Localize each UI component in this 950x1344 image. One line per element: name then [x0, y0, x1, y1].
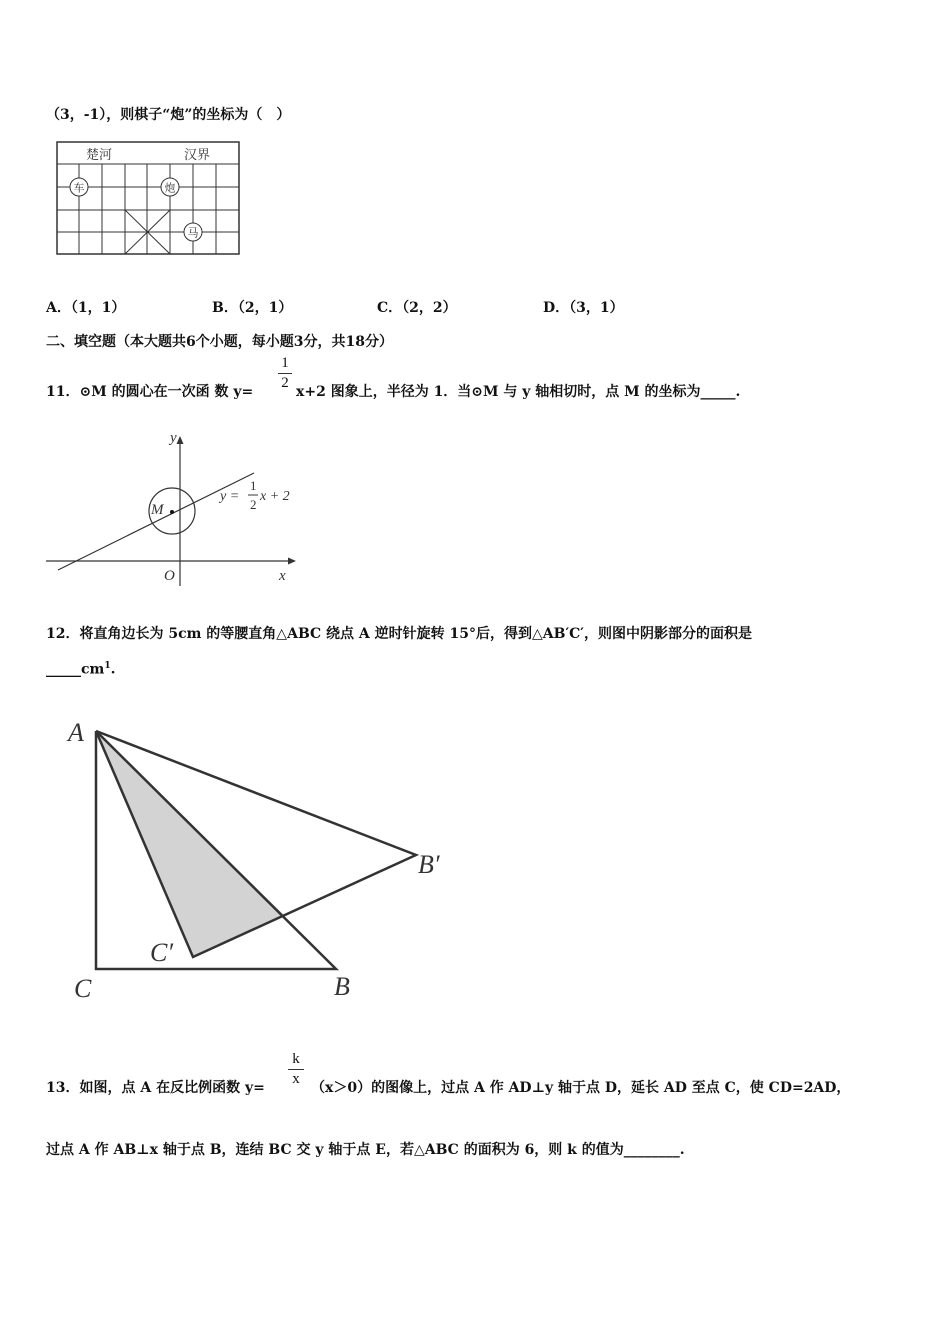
q11-text-part1: 11．⊙M 的圆心在一次函 数 y= — [46, 384, 254, 400]
q11-frac-den: 2 — [281, 375, 289, 391]
river-left-label: 楚河 — [86, 147, 113, 162]
q13-text-part1: 13．如图，点 A 在反比例函数 y= — [46, 1080, 265, 1096]
point-m-label: M — [151, 502, 164, 518]
q13-frac-num: k — [292, 1051, 300, 1067]
river-right-label: 汉界 — [184, 147, 211, 162]
q11-text-part2: x+2 图象上，半径为 1．当⊙M 与 y 轴相切时，点 M 的坐标为_____. — [296, 384, 741, 400]
q11-fraction — [278, 355, 292, 392]
label-b: B — [334, 972, 350, 1001]
eq-num: 1 — [250, 478, 257, 493]
label-c: C — [74, 974, 92, 1003]
label-c-prime: C′ — [150, 938, 174, 967]
section-heading: 二、填空题（本大题共6个小题，每小题3分，共18分） — [46, 334, 393, 350]
q12-text-line1: 12．将直角边长为 5cm 的等腰直角△ABC 绕点 A 逆时针旋转 15°后，得到△AB′C′，则图中阴影部分的面积是 — [46, 626, 752, 642]
piece-che: 车 — [73, 182, 85, 195]
q11-frac-num: 1 — [281, 355, 289, 371]
label-a: A — [68, 718, 84, 747]
eq-den: 2 — [250, 497, 257, 512]
q13-fraction — [288, 1051, 304, 1088]
q12-blank: _____ — [46, 661, 81, 678]
x-axis-label: x — [279, 568, 286, 584]
eq-lhs: y = — [220, 489, 240, 504]
option-c[interactable]: C．（2，2） — [377, 300, 457, 316]
q13-frac-den: x — [292, 1071, 300, 1087]
option-d[interactable]: D．（3，1） — [543, 300, 624, 316]
chess-board-figure — [56, 141, 242, 257]
q12-text-line2: $\_\_\_\_\_cm^1$. — [46, 661, 116, 678]
piece-pao: 炮 — [164, 182, 176, 195]
option-b[interactable]: B．（2，1） — [212, 300, 293, 316]
q13-text-part2: （x＞0）的图像上，过点 A 作 AD⊥y 轴于点 D，延长 AD 至点 C，使 CD=2AD， — [311, 1080, 851, 1096]
q12-triangle-figure — [60, 705, 460, 1005]
y-axis-label: y — [170, 430, 177, 446]
eq-rhs: x + 2 — [260, 489, 290, 504]
q11-graph-figure — [44, 428, 304, 590]
piece-ma: 马 — [187, 227, 199, 240]
origin-label: O — [164, 568, 175, 584]
q10-stem: （3，-1），则棋子“炮”的坐标为（ ） — [46, 107, 291, 123]
q13-text-line2: 过点 A 作 AB⊥x 轴于点 B，连结 BC 交 y 轴于点 E，若△ABC 的面积为 6，则 k 的值为________. — [46, 1142, 685, 1158]
option-a[interactable]: A．（1，1） — [46, 300, 126, 316]
label-b-prime: B′ — [418, 850, 440, 879]
